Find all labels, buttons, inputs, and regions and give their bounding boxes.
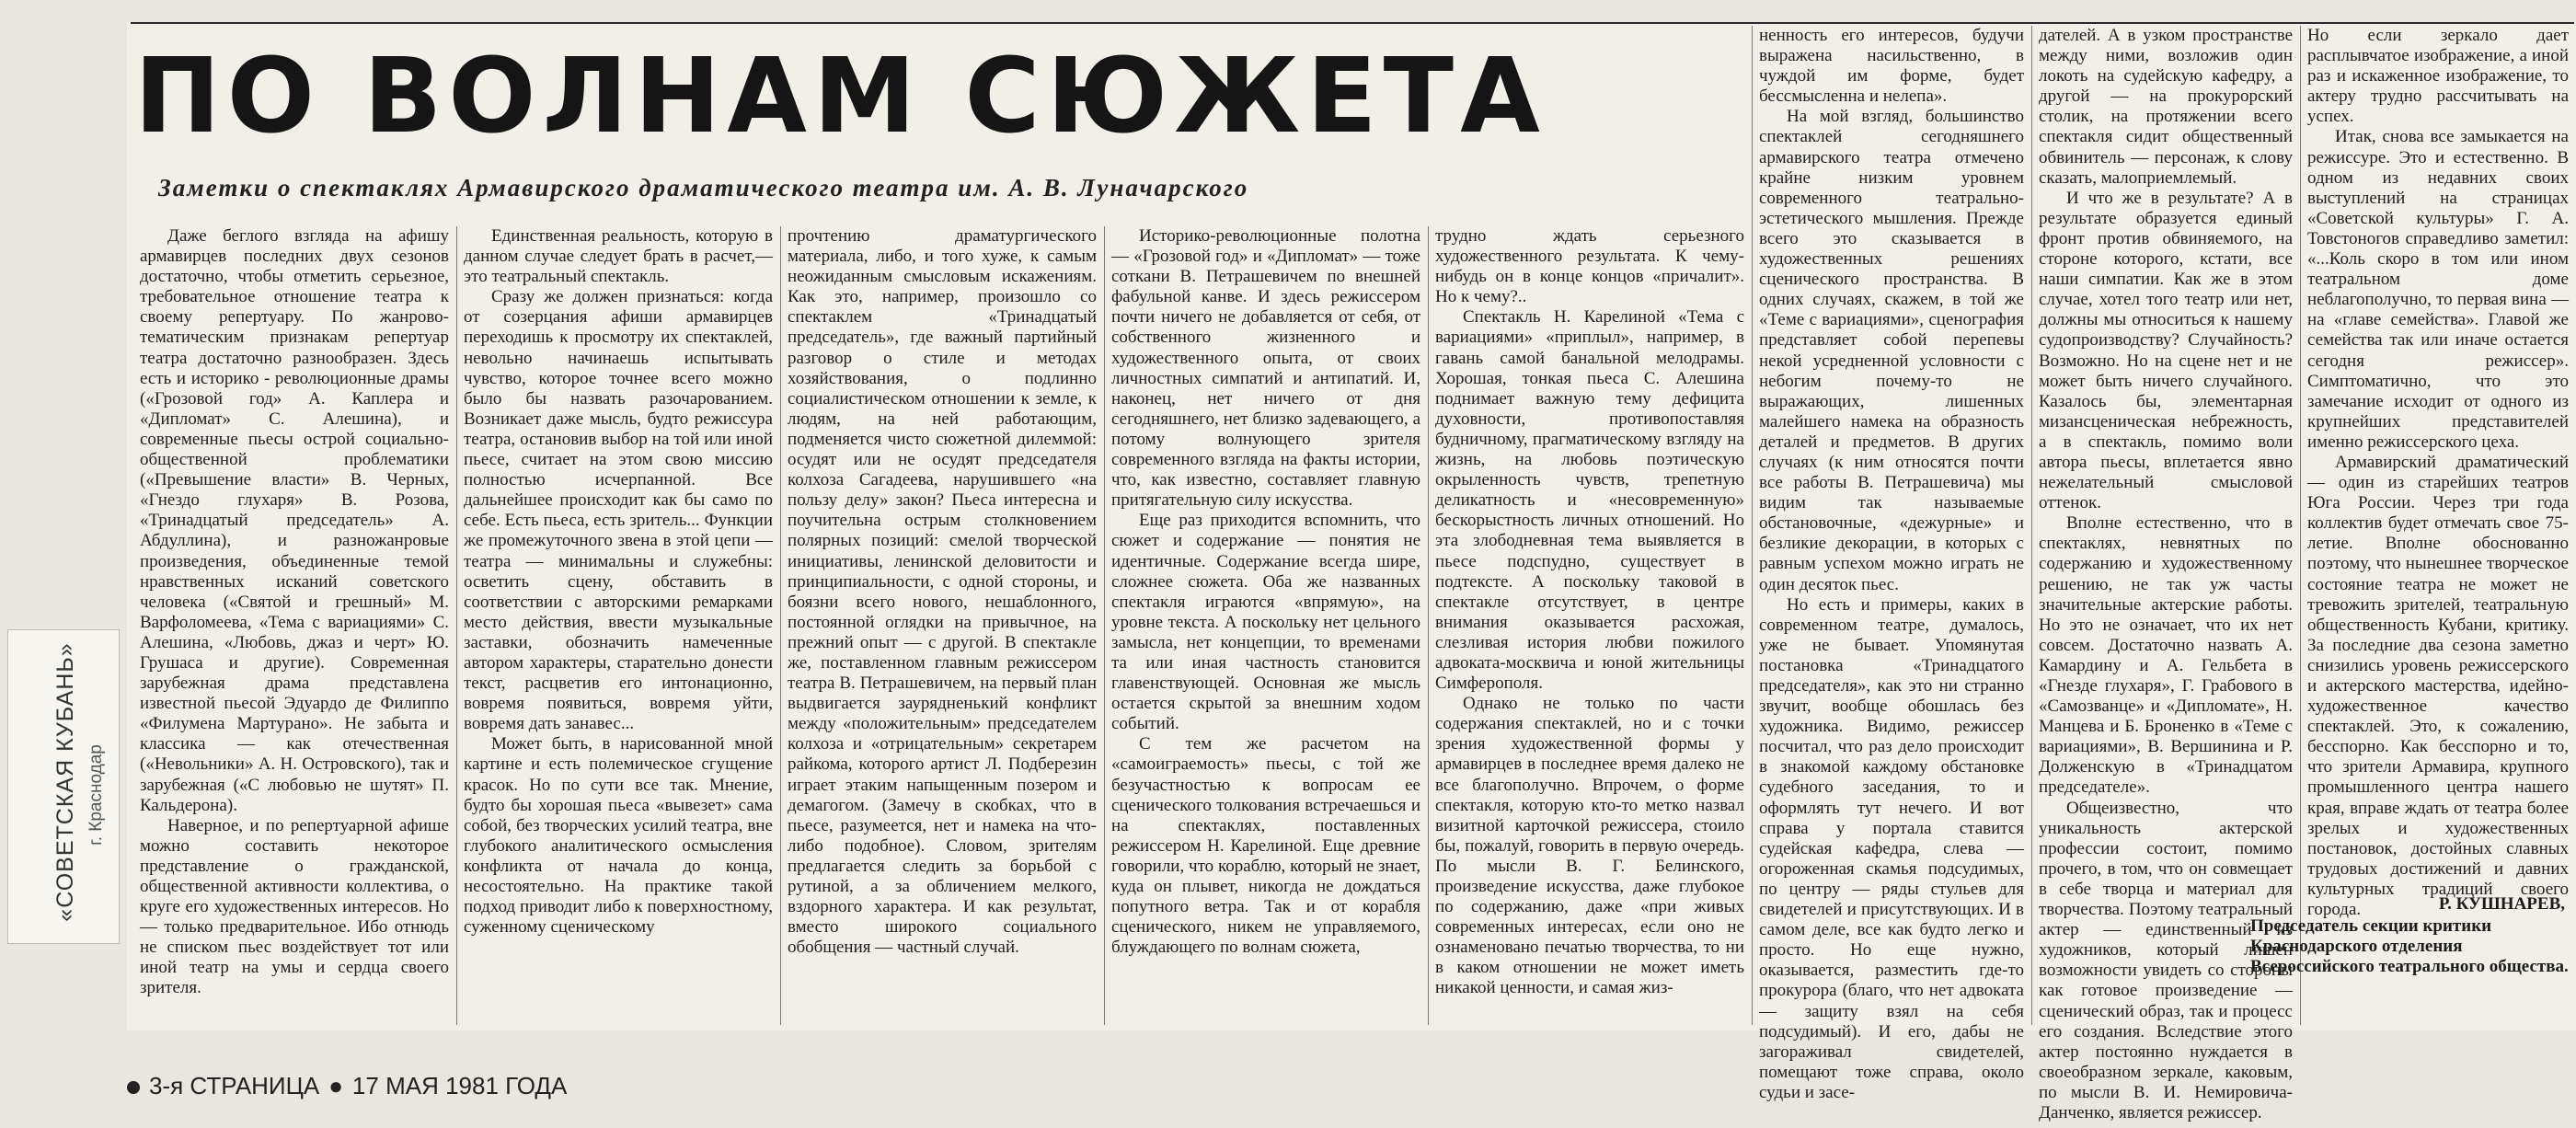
paragraph: Вполне естественно, что в спектаклях, невнятных по содержанию и художественному решению, не так уж часты значительные актерские работы. Но это не означает, что их нет совсем. Достаточно назвать А. Камардину и А. Гельбета в «Гнезде глухаря», Г. Грабового в «Самозванце» и «Дипломате», Н. Манцева и Б. Броненко в «Теме с вариациями», В. Вершинина и Р. Долженскую в «Тринадцатом председателе». bbox=[2039, 513, 2293, 798]
paragraph: Еще раз приходится вспомнить, что сюжет и содержание — понятия не идентичные. Содержание всегда шире, сложнее сюжета. Оба же названных спектакля играются «впрямую», на уровне текста. А поскольку нет цельного замысла, нет концепции, то временами та или иная частность становится главенствующей. Основная же мысль остается скрытой за внешним ходом событий. bbox=[1111, 511, 1420, 734]
paragraph: дателей. А в узком пространстве между ними, возложив один локоть на судейскую кафедру, а другой — на прокурорский столик, на протяжении всего спектакля сидит общественный обвинитель — персонаж, к слову сказать, малоприемлемый. bbox=[2039, 26, 2293, 188]
paragraph: Даже беглого взгляда на афишу армавирцев последних двух сезонов достаточно, чтобы отметить серьезное, требовательное отношение театра к своему репертуару. По жанрово-тематическим признакам репертуар театра достаточно разнообразен. Здесь есть и историко - революционные драмы («Грозовой год» А. Каплера и «Дипломат» С. Алешина), и современные пьесы острой социально-общественной проблематики («Превышение власти» В. Черных, «Гнездо глухаря» В. Розова, «Тринадцатый председатель» А. Абдуллина), и разножанровые произведения, объединенные темой нравственных исканий советского человека («Святой и грешный» М. Варфоломеева, «Тема с вариациями» С. Алешина, «Любовь, джаз и черт» Ю. Грушаса и другие). Современная зарубежная драма представлена известной пьесой Эдуардо де Филиппо «Филумена Мартурано». Не забыта и классика — как отечественная («Невольники» А. Н. Островского), так и зарубежная («С любовью не шутят» П. Кальдерона). bbox=[140, 226, 449, 815]
column-rule bbox=[456, 226, 457, 1025]
article-column-5 bbox=[1435, 226, 1744, 1025]
paragraph: С тем же расчетом на «самоиграемость» пьесы, с той же безучастностью к вопросам ее сценического толкования встречаешься и на спектаклях, поставленных режиссером Н. Карелиной. Еще древние говорили, что кораблю, который не знает, куда он плывет, никогда не дождаться попутного ветра. Так и от корабля сценического, никем не управляемого, блуждающего по волнам сюжета, bbox=[1111, 734, 1420, 958]
paragraph: трудно ждать серьезного художественного результата. К чему-нибудь он в конце концов «причалит». Но к чему?.. bbox=[1435, 226, 1744, 307]
author-title: Председатель секции критики Краснодарского отделения Всероссийского театрального общества. bbox=[2250, 916, 2569, 976]
separator-icon: ● bbox=[328, 1072, 343, 1099]
paragraph: Итак, снова все замыкается на режиссуре. Это и естественно. В одном из недавних своих выступлений на страницах «Советской культуры» Г. А. Товстоногов справедливо заметил: «...Коль скоро в том или ином театральном доме неблагополучно, то первая вина — на «главе семейства». Главой же семейства так или иначе остается сегодня режиссер». Симптоматично, что это замечание исходит от одного из крупнейших представителей именно режиссерского цеха. bbox=[2307, 127, 2569, 452]
article-column-7 bbox=[2039, 26, 2293, 1122]
paragraph: Спектакль Н. Карелиной «Тема с вариациями» «приплыл», например, в гавань самой банальной мелодрамы. Хорошая, тонкая пьеса С. Алешина поднимает важную тему дефицита духовности, противопоставляя будничному, прагматическому взгляду на жизнь, на любовь поэтическую окрыленность чувств, трепетную деликатность и «несовременную» бескорыстность личных отношений. Но эта злободневная тема выявляется в пьесе подспудно, существует в подтексте. А поскольку таковой в спектакле отсутствует, в центре внимания оказывается расхожая, слезливая история любви пожилого адвоката-москвича и юной жительницы Симферополя. bbox=[1435, 307, 1744, 694]
paragraph: Однако не только по части содержания спектаклей, но и с точки зрения художественной формы у армавирцев в последнее время далеко не все благополучно. Впрочем, о форме спектакля, которую кто-то метко назвал визитной карточкой режиссера, стоило бы, пожалуй, говорить в первую очередь. По мысли В. Г. Белинского, произведение искусства, даже глубокое по содержанию, даже «при живых современных интересах, если оно не ознаменовано печатью творчества, то ни в каком отношении не может иметь никакой ценности, и самая жиз- bbox=[1435, 694, 1744, 998]
column-rule bbox=[2300, 26, 2301, 1025]
issue-date: 17 МАЯ 1981 ГОДА bbox=[351, 1072, 568, 1099]
article-column-3 bbox=[788, 226, 1097, 1025]
top-rule bbox=[131, 22, 2574, 24]
paragraph: ненность его интересов, будучи выражена насильственно, в чуждой им форме, будет бессмысленна и нелепа». bbox=[1759, 26, 2024, 107]
author-signature: Р. КУШНАРЕВ, bbox=[2438, 894, 2565, 914]
paragraph: На мой взгляд, большинство спектаклей сегодняшнего армавирского театра отмечено крайне низким уровнем современного театрально-эстетического мышления. Прежде всего это сказывается в художественных решениях сценического пространства. В одних случаях, скажем, в той же «Теме с вариациями», сценография представляет собой перепевы некой усредненной условности с небогим почему-то не выражающих, лишенных малейшего намека на образность деталей и предметов. В других случаях (к ним относятся почти все работы В. Петрашевича) мы видим так называемые обстановочные, «дежурные» и безликие декорации, в которых с равным успехом можно играть не один десяток пьес. bbox=[1759, 107, 2024, 594]
column-rule bbox=[1104, 226, 1105, 1025]
article-column-6 bbox=[1759, 26, 2024, 1102]
paragraph: Наверное, и по репертуарной афише можно составить некоторое представление о гражданской, общественной активности коллектива, о круге его художественных интересов. Но — только предварительное. Ибо отнюдь не списком пьес воздействует тот или иной театр на умы и сердца своего зрителя. bbox=[140, 815, 449, 998]
paragraph: Общеизвестно, что уникальность актерской профессии состоит, помимо прочего, в том, что он совмещает в себе творца и материал для творчества. Поэтому театральный актер — единственный из художников, который лишен возможности увидеть со стороны как готовое произведение — сценический образ, так и процесс его создания. Вследствие этого актер постоянно нуждается в своеобразном зеркале, каковым, по мысли В. И. Немировича-Данченко, является режиссер. bbox=[2039, 798, 2293, 1122]
paragraph: Единственная реальность, которую в данном случае следует брать в расчет,—это театральный спектакль. bbox=[464, 226, 773, 287]
page-footer bbox=[127, 1067, 771, 1104]
paragraph: Армавирский драматический — один из старейших театров Юга России. Через три года коллектив будет отмечать свое 75-летие. Вполне обоснованно поэтому, что нынешнее творческое состояние театра не может не тревожить зрителей, театральную общественность Кубани, критику. За последние два сезона заметно снизились уровень режиссерского и актерского мастерства, идейно-художественное качество спектаклей. Это, к сожалению, бесспорно. Как бесспорно и то, что зрители Армавира, крупного промышленного центра нашего края, вправе ждать от театра более зрелых и художественных постановок, достойных славных трудовых достижений и давних культурных традиций своего города. bbox=[2307, 452, 2569, 920]
article-subtitle: Заметки о спектаклях Армавирского драматического театра им. А. В. Луначарского bbox=[158, 174, 1249, 201]
article-column-1 bbox=[140, 226, 449, 1025]
article-column-2 bbox=[464, 226, 773, 1025]
column-rule bbox=[1428, 226, 1429, 1025]
bullet-icon bbox=[127, 1081, 140, 1094]
paragraph: Но есть и примеры, каких в современном театре, думалось, уже не бывает. Упомянутая постановка «Тринадцатого председателя», как это ни странно звучит, вообще обошлась без художника. Видимо, режиссер посчитал, что раз дело происходит в знакомой каждому обстановке судебного заседания, то и оформлять тут нечего. И вот справа у портала ставится судейская кафедра, слева — огороженная скамья подсудимых, по центру — ряды стульев для свидетелей и присутствующих. И в самом деле, все как будто легко и просто. Но еще нужно, оказывается, разместить где-то прокурора (благо, что нет адвоката — защиту взял на себя подсудимый). И его, дабы не загораживал свидетелей, помещают тоже справа, около судьи и засе- bbox=[1759, 594, 2024, 1102]
page-number: 3-я СТРАНИЦА bbox=[149, 1072, 320, 1099]
column-rule bbox=[2031, 26, 2032, 1025]
column-rule bbox=[1752, 26, 1753, 1025]
paragraph: И что же в результате? А в результате образуется единый фронт против обвиняемого, на стороне которого, кстати, все наши симпатии. Как же в этом случае, хотел того театр или нет, должны мы относиться к нашему судопроизводству? Случайность? Возможно. Но на сцене нет и не может быть ничего случайного. Казалось бы, элементарная мизансценическая небрежность, а в спектакль, помимо воли автора пьесы, вплетается явно нежелательный смысловой оттенок. bbox=[2039, 188, 2293, 513]
paragraph: Сразу же должен признаться: когда от созерцания афиши армавирцев переходишь к просмотру их спектаклей, невольно начинаешь испытывать чувство, которое точнее всего можно было бы назвать разочарованием. Возникает даже мысль, будто режиссура театра, остановив выбор на той или иной пьесе, считает на этом свою миссию полностью исчерпанной. Все дальнейшее происходит как бы само по себе. Есть пьеса, есть зритель... Функции же промежуточного звена в этой цепи — театра — минимальны и служебны: осветить сцену, обставить в соответствии с авторскими ремарками место действия, ввести музыкальные заставки, обозначить намеченные автором характеры, старательно донести текст, расцветив его интонационно, вовремя появиться, вовремя уйти, вовремя дать занавес... bbox=[464, 287, 773, 734]
stamp-newspaper-name: «СОВЕТСКАЯ КУБАНЬ» bbox=[52, 642, 78, 922]
article-headline: ПО ВОЛНАМ СЮЖЕТА bbox=[134, 37, 1547, 156]
paragraph: прочтению драматургического материала, либо, и того хуже, к самым неожиданным смысловым искажениям. Как это, например, произошло со спектаклем «Тринадцатый председатель», где важный партийный разговор о стиле и методах хозяйствования, о подлинно социалистическом отношении к земле, к людям, на ней работающим, подменяется чисто сюжетной дилеммой: осудят или не осудят председателя колхоза Сагадеева, нарушившего «на пользу делу» закон? Пьеса интересна и поучительна острым столкновением полярных позиций: смелой творческой инициативы, ленинской деловитости и принципиальности, с одной стороны, и боязни всего нового, нешаблонного, постоянной оглядки на привычное, на прежний опыт — с другой. В спектакле же, поставленном главным режиссером театра В. Петрашевичем, на первый план выдвигается заурядненький конфликт между «положительным» председателем колхоза и «отрицательным» секретарем райкома, которого артист Л. Подберезин играет этаким напыщенным позером и демагогом. (Замечу в скобках, что в пьесе, разумеется, нет и намека на что-либо подобное). Словом, зрителям предлагается следить за борьбой с рутиной, а за обличением мелкого, вздорного характера. И как результат, вместо широкого социального обобщения — частный случай. bbox=[788, 226, 1097, 958]
paragraph: Может быть, в нарисованной мной картине и есть полемическое сгущение красок. Но по сути все так. Мнение, будто бы хорошая пьеса «вывезет» сама собой, без творческих усилий театра, вне глубокого аналитического осмысления конфликта от начала до конца, несостоятельно. На практике такой подход приводит либо к поверхностному, суженному сценическому bbox=[464, 734, 773, 938]
column-rule bbox=[780, 226, 781, 1025]
paragraph: Историко-революционные полотна — «Грозовой год» и «Дипломат» — тоже соткани В. Петрашевичем по внешней фабульной канве. И здесь режиссером почти ничего не добавляется от себя, от собственного жизненного и художественного опыта, от своих личностных симпатий и антипатий. И, наконец, нет ничего от дня сегодняшнего, нет близко задевающего, а потому волнующего зрителя современного взгляда на факты истории, что, как известно, составляет главную притягательную силу искусства. bbox=[1111, 226, 1420, 511]
article-column-4 bbox=[1111, 226, 1420, 1025]
newspaper-clipping-stamp bbox=[7, 629, 120, 944]
paragraph: Но если зеркало дает расплывчатое изображение, а иной раз и искаженное изображение, то актеру трудно рассчитывать на успех. bbox=[2307, 26, 2569, 127]
stamp-city: г. Краснодар bbox=[86, 744, 106, 846]
